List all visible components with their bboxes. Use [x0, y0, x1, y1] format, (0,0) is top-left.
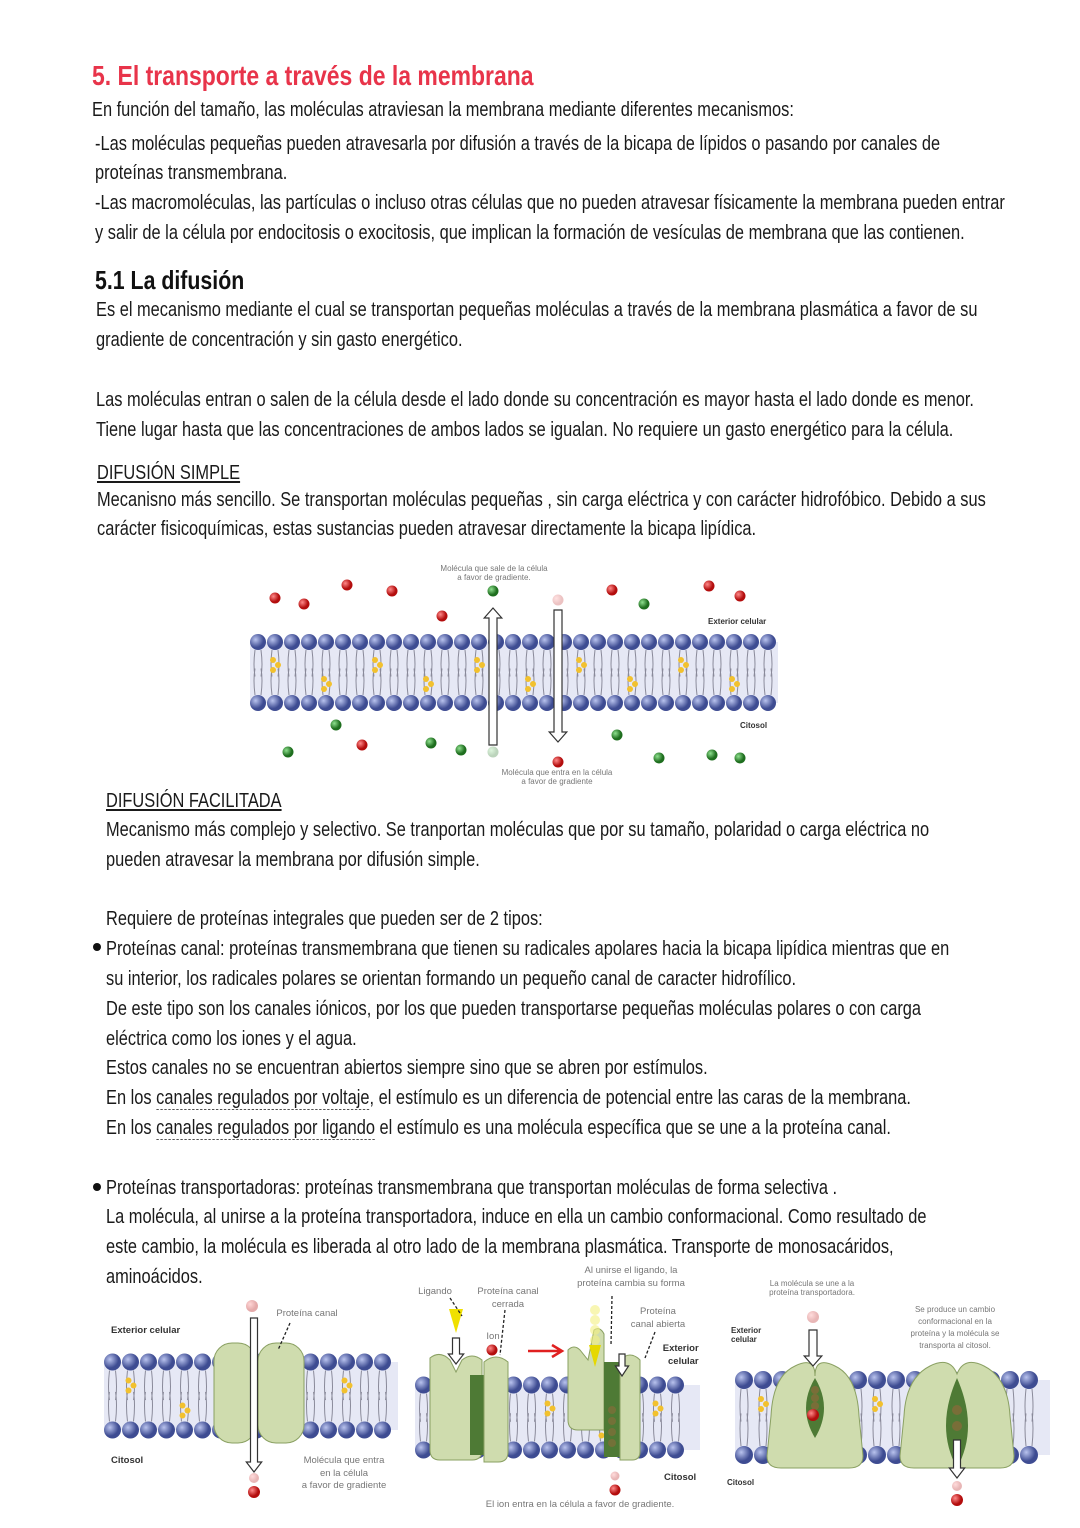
- phospholipid-head: [726, 695, 742, 711]
- cholesterol: [678, 667, 684, 673]
- molecule-trace: [952, 1421, 962, 1431]
- phospholipid-head: [454, 695, 470, 711]
- green-molecule: [707, 750, 718, 761]
- phospholipid-head: [573, 634, 589, 650]
- green-molecule: [283, 747, 294, 758]
- phospholipid-head: [1020, 1371, 1038, 1389]
- phospholipid-head: [420, 695, 436, 711]
- phospholipid-head: [301, 695, 317, 711]
- phospholipid-head: [140, 1354, 157, 1371]
- figure-label: [502, 768, 613, 786]
- phospholipid-head: [335, 634, 351, 650]
- cholesterol: [763, 1401, 769, 1407]
- phospholipid-head: [250, 695, 266, 711]
- intro-line: -Las macromoléculas, las partículas o incluso otras células que no pueden atravesar físicamente la membrana pueden entrar: [95, 191, 1005, 214]
- phospholipid-head: [692, 634, 708, 650]
- phospholipid-head: [523, 1442, 540, 1459]
- paragraph-line: Mecanisno más sencillo. Se transportan moléculas pequeñas , sin carga eléctrica y con carácter hidrofóbico. Debido a sus: [97, 488, 986, 511]
- label-line: conformacional en la: [918, 1317, 992, 1326]
- paragraph-line: [106, 1086, 911, 1110]
- cholesterol: [599, 1433, 605, 1439]
- phospholipid-head: [386, 695, 402, 711]
- ion-trace: [608, 1406, 616, 1414]
- phospholipid-head: [176, 1354, 193, 1371]
- cholesterol: [474, 657, 480, 663]
- label-line: a favor de gradiente: [301, 1480, 387, 1491]
- cholesterol: [525, 676, 531, 682]
- phospholipid-head: [338, 1422, 355, 1439]
- label-line: canal abierta: [630, 1318, 686, 1330]
- phospholipid-head: [356, 1422, 373, 1439]
- red-molecule: [342, 580, 353, 591]
- paragraph-line: Estos canales no se encuentran abiertos siempre sino que se abren por estímulos.: [106, 1056, 708, 1079]
- cholesterol: [545, 1411, 551, 1417]
- paragraph-line: La molécula, al unirse a la proteína transportadora, induce en ella un cambio conformacional. Como resultado de: [106, 1205, 927, 1228]
- cholesterol: [530, 681, 536, 687]
- red-molecule: [387, 586, 398, 597]
- label-exterior: Exterior celular: [111, 1325, 181, 1336]
- label-line: proteína transportadora.: [769, 1288, 855, 1297]
- phospholipid-head: [318, 634, 334, 650]
- highlight-term: canales regulados por voltaje: [156, 1086, 370, 1109]
- phospholipid-head: [607, 695, 623, 711]
- label-line: cerrada: [491, 1298, 525, 1310]
- bullet-icon: [93, 1183, 101, 1191]
- phospholipid-head: [709, 634, 725, 650]
- protein-channel: [214, 1343, 256, 1443]
- phospholipid-head: [887, 1371, 905, 1389]
- phospholipid-head: [541, 1442, 558, 1459]
- cholesterol: [321, 686, 327, 692]
- label-exterior: Exterior celular: [708, 617, 767, 626]
- paragraph-line: Mecanismo más complejo y selectivo. Se tranportan moléculas que por su tamaño, polaridad o carga eléctrica no: [106, 818, 930, 841]
- phospholipid-head: [541, 1377, 558, 1394]
- paragraph-line: pueden atravesar la membrana por difusión simple.: [106, 848, 480, 871]
- ion-trace: [608, 1439, 616, 1447]
- phospholipid-head: [267, 695, 283, 711]
- molecule-trace: [952, 1405, 962, 1415]
- text: En los: [106, 1116, 157, 1139]
- phospholipid-head: [641, 634, 657, 650]
- intro-line: -Las moléculas pequeñas pueden atravesarla por difusión a través de la bicapa de lípidos o pasando por canales de: [95, 132, 941, 155]
- cholesterol: [428, 681, 434, 687]
- arrow-down-icon: [448, 1338, 463, 1364]
- cholesterol: [321, 676, 327, 682]
- ion-trace: [608, 1428, 616, 1436]
- phospholipid-head: [735, 1371, 753, 1389]
- red-molecule: [553, 595, 564, 606]
- label-citosol: Citosol: [664, 1472, 697, 1483]
- open-channel-protein: [568, 1329, 604, 1430]
- phospholipid-head: [709, 695, 725, 711]
- phospholipid-head: [140, 1422, 157, 1439]
- label-exterior: [731, 1326, 761, 1344]
- cholesterol: [479, 662, 485, 668]
- red-molecule: [807, 1311, 819, 1323]
- arrow-down-icon: [804, 1330, 822, 1366]
- phospholipid-head: [158, 1354, 175, 1371]
- cholesterol: [342, 1388, 348, 1394]
- cholesterol: [347, 1383, 353, 1389]
- paragraph-line: eléctrica como los iones y el agua.: [106, 1027, 357, 1050]
- phospholipid-head: [539, 634, 555, 650]
- phospholipid-head: [302, 1354, 319, 1371]
- phospholipid-head: [735, 1446, 753, 1464]
- red-molecule: [807, 1409, 819, 1421]
- section-heading: 5.1 La difusión: [95, 265, 245, 295]
- red-molecule: [607, 585, 618, 596]
- paragraph-line: este cambio, la molécula es liberada al otro lado de la membrana plasmática. Transporte de monosacáridos,: [106, 1235, 894, 1258]
- label-proteina-canal: Proteína canal: [276, 1308, 338, 1319]
- cholesterol: [627, 676, 633, 682]
- label-line: Molécula que sale de la célula: [440, 564, 548, 573]
- red-molecule: [270, 593, 281, 604]
- cholesterol: [525, 686, 531, 692]
- phospholipid-head: [301, 634, 317, 650]
- phospholipid-head: [352, 634, 368, 650]
- phospholipid-head: [760, 695, 776, 711]
- phospholipid-head: [302, 1422, 319, 1439]
- leader-line: [645, 1332, 655, 1358]
- phospholipid-head: [335, 695, 351, 711]
- paragraph-line: carácter fisicoquímicas, estas sustancias pueden atravesar directamente la bicapa lipídica.: [97, 517, 757, 540]
- phospholipid-head: [868, 1371, 886, 1389]
- phospholipid-head: [649, 1377, 666, 1394]
- ion-trace: [608, 1417, 616, 1425]
- green-molecule: [612, 730, 623, 741]
- leader-line: [611, 1296, 612, 1345]
- phospholipid-head: [420, 634, 436, 650]
- paragraph-line: Las moléculas entran o salen de la célula desde el lado donde su concentración es mayor hasta el lado donde es menor.: [96, 388, 974, 411]
- cholesterol: [758, 1396, 764, 1402]
- label-line: Proteína: [640, 1306, 676, 1317]
- paragraph-line: aminoácidos.: [106, 1265, 203, 1288]
- figure-label: [302, 1455, 387, 1493]
- phospholipid-head: [868, 1446, 886, 1464]
- label-line: en la célula: [319, 1467, 369, 1479]
- ligand: [449, 1309, 463, 1333]
- label-line: proteína cambia su forma: [577, 1277, 685, 1289]
- red-molecule: [246, 1300, 258, 1312]
- phospholipid-head: [415, 1442, 432, 1459]
- subheading-difusion-simple: DIFUSIÓN SIMPLE: [97, 461, 241, 484]
- phospholipid-head: [122, 1354, 139, 1371]
- cholesterol: [576, 667, 582, 673]
- cholesterol: [423, 686, 429, 692]
- cholesterol: [632, 681, 638, 687]
- figure-label: [440, 564, 547, 582]
- phospholipid-head: [471, 695, 487, 711]
- cholesterol: [372, 657, 378, 663]
- cholesterol: [372, 667, 378, 673]
- cholesterol: [653, 1401, 659, 1407]
- molecule-trace: [811, 1402, 819, 1410]
- phospholipid-head: [760, 634, 776, 650]
- label-line: Molécula que entra: [303, 1455, 385, 1466]
- label-ion: Ion: [486, 1331, 500, 1342]
- phospholipid-head: [667, 1442, 684, 1459]
- ligand-trace: [590, 1335, 600, 1345]
- phospholipid-head: [1020, 1446, 1038, 1464]
- label-line: celular: [731, 1335, 757, 1344]
- intro-line: proteínas transmembrana.: [95, 161, 288, 184]
- phospholipid-head: [415, 1377, 432, 1394]
- label-line: transporta al citosol.: [919, 1341, 991, 1350]
- phospholipid-head: [454, 634, 470, 650]
- phospholipid-head: [369, 695, 385, 711]
- cholesterol: [342, 1378, 348, 1384]
- phospholipid-head: [318, 695, 334, 711]
- phospholipid-head: [403, 634, 419, 650]
- phospholipid-head: [675, 695, 691, 711]
- phospholipid-head: [267, 634, 283, 650]
- label-citosol: Citosol: [111, 1455, 144, 1466]
- cholesterol: [729, 686, 735, 692]
- phospholipid-head: [122, 1422, 139, 1439]
- red-molecule: [704, 581, 715, 592]
- phospholipid-head: [194, 1422, 211, 1439]
- phospholipid-head: [352, 695, 368, 711]
- figure-label: [631, 1306, 685, 1331]
- page-title: 5. El transporte a través de la membrana: [92, 60, 534, 91]
- phospholipid-head: [386, 634, 402, 650]
- cholesterol: [550, 1406, 556, 1412]
- phospholipid-head: [437, 695, 453, 711]
- label-line: La molécula se une a la: [769, 1279, 855, 1288]
- red-molecule: [951, 1494, 963, 1506]
- cholesterol: [126, 1378, 132, 1384]
- green-molecule: [456, 745, 467, 756]
- cholesterol: [180, 1413, 186, 1419]
- phospholipid-head: [403, 695, 419, 711]
- label-line: Proteína canal: [477, 1286, 539, 1297]
- intro-line: y salir de la célula por endocitosis o exocitosis, que implican la formación de vesículas de membrana que las contienen.: [95, 221, 965, 244]
- cholesterol: [275, 662, 281, 668]
- green-molecule: [735, 753, 746, 764]
- phospholipid-head: [338, 1354, 355, 1371]
- closed-channel-protein: [484, 1357, 508, 1462]
- phospholipid-head: [471, 634, 487, 650]
- label-line: Exterior: [731, 1326, 762, 1335]
- red-molecule: [299, 599, 310, 610]
- molecule-trace: [811, 1394, 819, 1402]
- label-line: celular: [668, 1355, 699, 1367]
- phospholipid-head: [522, 695, 538, 711]
- label-line: proteína y la molécula se: [910, 1329, 1000, 1338]
- figure-label: [477, 1286, 538, 1311]
- red-molecule: [952, 1481, 962, 1491]
- phospholipid-head: [523, 1377, 540, 1394]
- phospholipid-head: [284, 695, 300, 711]
- cholesterol: [872, 1406, 878, 1412]
- red-molecule: [610, 1485, 621, 1496]
- paragraph-line: Tiene lugar hasta que las concentraciones de ambos lados se igualan. No requiere un gasto energético para la célula.: [96, 418, 954, 441]
- cholesterol: [545, 1401, 551, 1407]
- red-molecule: [249, 1473, 259, 1483]
- cholesterol: [653, 1411, 659, 1417]
- phospholipid-head: [675, 634, 691, 650]
- cholesterol: [877, 1401, 883, 1407]
- green-molecule: [654, 753, 665, 764]
- phospholipid-head: [624, 634, 640, 650]
- phospholipid-head: [590, 634, 606, 650]
- leader-line: [500, 1310, 505, 1355]
- phospholipid-head: [522, 634, 538, 650]
- molecule-trace: [811, 1386, 819, 1394]
- red-molecule: [611, 1472, 620, 1481]
- phospholipid-head: [607, 634, 623, 650]
- cholesterol: [126, 1388, 132, 1394]
- phospholipid-head: [356, 1354, 373, 1371]
- green-molecule: [426, 738, 437, 749]
- label-exterior: [662, 1343, 699, 1368]
- ligand-trace: [590, 1315, 600, 1325]
- highlight-term: canales regulados por ligando: [156, 1116, 375, 1139]
- paragraph-line: gradiente de concentración y sin gasto energético.: [96, 328, 463, 351]
- red-molecule: [437, 611, 448, 622]
- cholesterol: [576, 657, 582, 663]
- phospholipid-head: [590, 695, 606, 711]
- phospholipid-head: [743, 695, 759, 711]
- paragraph-line: Requiere de proteínas integrales que pueden ser de 2 tipos:: [106, 907, 543, 930]
- label-line: a favor de gradiente: [521, 777, 593, 786]
- cholesterol: [678, 657, 684, 663]
- phospholipid-head: [754, 1371, 772, 1389]
- bullet-icon: [93, 943, 101, 951]
- cholesterol: [180, 1403, 186, 1409]
- text: , el estímulo es un diferencia de potencial entre las caras de la membrana.: [369, 1086, 911, 1109]
- text: En los: [106, 1086, 157, 1109]
- label-citosol: Citosol: [740, 721, 768, 730]
- figure-label: [769, 1279, 855, 1297]
- phospholipid-head: [194, 1354, 211, 1371]
- cholesterol: [734, 681, 740, 687]
- paragraph-line: su interior, los radicales polares se orientan formando un pequeño canal de caracter hidrofílico.: [106, 967, 797, 990]
- text: el estímulo es una molécula específica que se une a la proteína canal.: [374, 1116, 891, 1139]
- phospholipid-head: [104, 1422, 121, 1439]
- cholesterol: [270, 657, 276, 663]
- phospholipid-head: [539, 695, 555, 711]
- phospholipid-head: [641, 695, 657, 711]
- phospholipid-head: [320, 1422, 337, 1439]
- ligand-trace: [590, 1325, 600, 1335]
- cholesterol: [377, 662, 383, 668]
- green-molecule: [488, 747, 499, 758]
- red-molecule: [248, 1486, 260, 1498]
- green-molecule: [488, 586, 499, 597]
- paragraph-line: [106, 1116, 891, 1140]
- phospholipid-head: [505, 695, 521, 711]
- phospholipid-head: [726, 634, 742, 650]
- label-citosol: Citosol: [727, 1478, 755, 1487]
- cholesterol: [474, 667, 480, 673]
- cholesterol: [131, 1383, 137, 1389]
- paragraph-line: Proteínas canal: proteínas transmembrana que tienen su radicales apolares hacia la bicapa lipídica mientras que en: [106, 937, 950, 960]
- phospholipid-head: [505, 634, 521, 650]
- figure-label: [577, 1265, 685, 1290]
- red-molecule: [735, 591, 746, 602]
- label-line: Se produce un cambio: [914, 1305, 996, 1314]
- phospholipid-head: [559, 1442, 576, 1459]
- cholesterol: [758, 1406, 764, 1412]
- cholesterol: [729, 676, 735, 682]
- cholesterol: [872, 1396, 878, 1402]
- intro-line: En función del tamaño, las moléculas atraviesan la membrana mediante diferentes mecanismos:: [92, 98, 794, 121]
- cholesterol: [581, 662, 587, 668]
- green-molecule: [639, 599, 650, 610]
- cholesterol: [326, 681, 332, 687]
- green-molecule: [331, 720, 342, 731]
- phospholipid-head: [667, 1377, 684, 1394]
- phospholipid-head: [158, 1422, 175, 1439]
- red-molecule: [553, 757, 564, 768]
- phospholipid-head: [743, 634, 759, 650]
- figure-caption: El ion entra en la célula a favor de gradiente.: [485, 1499, 675, 1510]
- cholesterol: [683, 662, 689, 668]
- ligand-trace: [590, 1305, 600, 1315]
- red-molecule: [487, 1345, 498, 1356]
- phospholipid-head: [176, 1422, 193, 1439]
- phospholipid-head: [658, 695, 674, 711]
- phospholipid-head: [573, 695, 589, 711]
- phospholipid-head: [284, 634, 300, 650]
- paragraph-line: Es el mecanismo mediante el cual se transportan pequeñas moléculas a través de la membrana plasmática a favor de su: [96, 298, 978, 321]
- cholesterol: [658, 1406, 664, 1412]
- cholesterol: [270, 667, 276, 673]
- red-arrow-icon: [528, 1345, 562, 1357]
- phospholipid-head: [374, 1422, 391, 1439]
- phospholipid-head: [320, 1354, 337, 1371]
- cholesterol: [627, 686, 633, 692]
- label-line: Exterior: [662, 1343, 699, 1354]
- paragraph-line: De este tipo son los canales iónicos, por los que pueden transportarse pequeñas moléculas polares o con carga: [106, 997, 922, 1020]
- label-line: Molécula que entra en la célula: [501, 768, 613, 777]
- phospholipid-head: [624, 695, 640, 711]
- paragraph-line: Proteínas transportadoras: proteínas transmembrana que transportan moléculas de forma selectiva .: [106, 1176, 838, 1199]
- phospholipid-head: [437, 634, 453, 650]
- red-molecule: [357, 740, 368, 751]
- phospholipid-head: [250, 634, 266, 650]
- subheading-difusion-facilitada: DIFUSIÓN FACILITADA: [106, 789, 282, 812]
- phospholipid-head: [577, 1442, 594, 1459]
- phospholipid-head: [692, 695, 708, 711]
- phospholipid-head: [369, 634, 385, 650]
- cholesterol: [185, 1408, 191, 1414]
- phospholipid-head: [374, 1354, 391, 1371]
- phospholipid-head: [658, 634, 674, 650]
- cholesterol: [423, 676, 429, 682]
- phospholipid-head: [104, 1354, 121, 1371]
- protein-channel: [258, 1343, 304, 1443]
- label-line: a favor de gradiente.: [457, 573, 531, 582]
- label-ligando: Ligando: [418, 1286, 452, 1297]
- figure-label: [911, 1304, 1000, 1352]
- label-line: Al unirse el ligando, la: [584, 1265, 678, 1276]
- phospholipid-head: [649, 1442, 666, 1459]
